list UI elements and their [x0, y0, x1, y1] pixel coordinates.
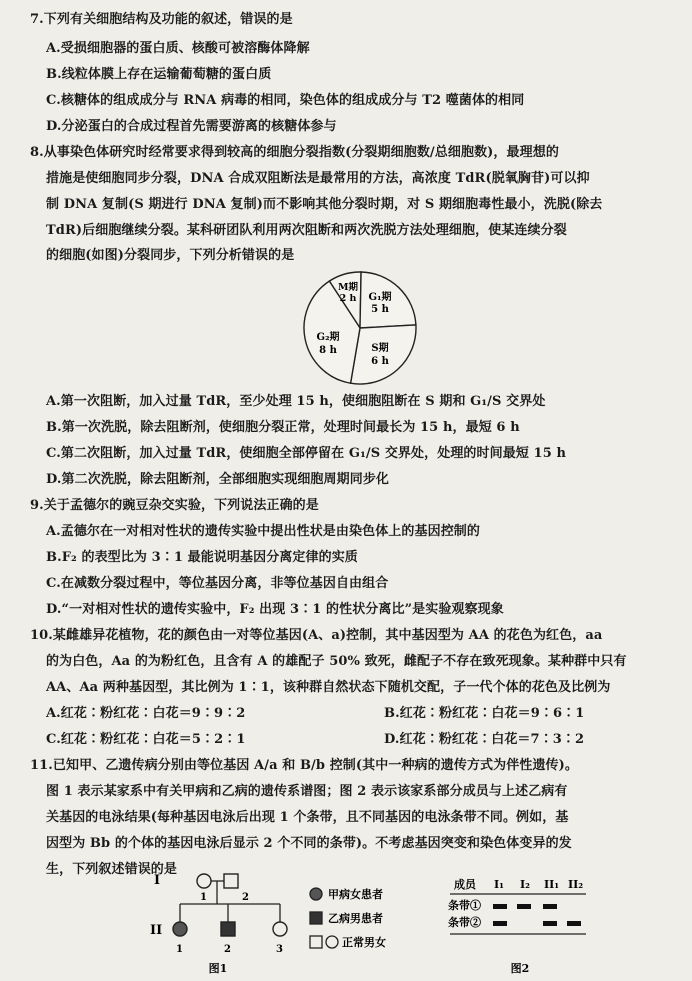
q8-option-a: A.第一次阻断，加入过量 TdR，至少处理 15 h，使细胞阻断在 S 期和 G₁/S 交界处 [46, 394, 546, 409]
legend-jia-text: 甲病女患者 [328, 888, 383, 901]
gel-header-ii1: II₁ [544, 878, 560, 891]
figure-2-caption: 图2 [510, 962, 530, 975]
q9-option-d: D.“一对相对性状的遗传实验中，F₂ 出现 3∶1 的性状分离比”是实验观察现象 [46, 602, 504, 617]
pie-label-m-name: M期 [337, 282, 359, 293]
gel-header-ii2: II₂ [568, 878, 584, 891]
i1-normal-female [197, 874, 211, 888]
question-10-stem-3: AA、Aa 两种基因型，其比例为 1∶1，该种群自然状态下随机交配，子一代个体的花色及比例为 [46, 680, 611, 695]
question-11-stem-3: 关基因的电泳结果(每种基因电泳后出现 1 个条带，且不同基因的电泳条带不同。例如，基 [46, 810, 569, 825]
question-10-stem-1: 10.某雌雄异花植物，花的颜色由一对等位基因(A、a)控制，其中基因型为 AA 的花色为红色，aa [30, 628, 603, 643]
legend-normal-male-icon [310, 936, 322, 948]
legend-normal-text: 正常男女 [342, 936, 386, 949]
i2-number: 2 [242, 892, 249, 903]
question-11-stem-1: 11.已知甲、乙遗传病分别由等位基因 A/a 和 B/b 控制(其中一种病的遗传方式为伴性遗传)。 [30, 758, 579, 773]
ii1-jia-affected-female [173, 922, 187, 936]
q7-option-c: C.核糖体的组成成分与 RNA 病毒的相同，染色体的组成成分与 T2 噬菌体的相同 [46, 93, 525, 108]
legend-yi-text: 乙病男患者 [328, 912, 383, 925]
legend-normal-female-icon [326, 936, 338, 948]
legend-jia-icon [310, 888, 322, 900]
generation-i-label: I [154, 873, 161, 888]
gel-band-2-label: 条带② [448, 916, 481, 929]
q9-option-a: A.孟德尔在一对相对性状的遗传实验中提出性状是由染色体上的基因控制的 [46, 524, 481, 539]
gel-header-member: 成员 [454, 878, 476, 891]
q10-option-c: C.红花∶粉红花∶白花＝5∶2∶1 [46, 732, 246, 747]
cell-cycle-pie [300, 268, 420, 388]
pie-label-s-time: 6 h [371, 356, 389, 367]
pie-label-g1-time: 5 h [371, 304, 389, 315]
q9-option-c: C.在减数分裂过程中，等位基因分离，非等位基因自由组合 [46, 576, 389, 591]
question-11-stem-2: 图 1 表示某家系中有关甲病和乙病的遗传系谱图；图 2 表示该家系部分成员与上述乙病有 [46, 784, 568, 799]
gel-band-1-label: 条带① [448, 899, 481, 912]
question-8-stem-2: 措施是使细胞同步分裂，DNA 合成双阻断法是最常用的方法，高浓度 TdR(脱氧胸苷)可以抑 [46, 171, 590, 186]
question-9-stem: 9.关于孟德尔的豌豆杂交实验，下列说法正确的是 [30, 498, 319, 513]
ii2-number: 2 [224, 944, 231, 955]
electrophoresis-figure-2 [440, 866, 610, 978]
question-8-stem-3: 制 DNA 复制(S 期进行 DNA 复制)而不影响其他分裂时期，对 S 期细胞毒性最小，洗脱(除去 [46, 197, 603, 212]
question-10-stem-2: 的为白色，Aa 的为粉红色，且含有 A 的雄配子 50% 致死，雌配子不存在致死现象。某种群中只有 [46, 654, 627, 669]
q8-option-d: D.第二次洗脱，除去阻断剂，全部细胞实现细胞周期同步化 [46, 472, 390, 487]
pie-sector-s [351, 325, 416, 384]
q7-option-d: D.分泌蛋白的合成过程首先需要游离的核糖体参与 [46, 119, 337, 134]
pie-label-s-name: S期 [371, 343, 389, 354]
question-8-stem-5: 的细胞(如图)分裂同步，下列分析错误的是 [46, 248, 295, 263]
i1-number: 1 [200, 892, 207, 903]
question-11-stem-4: 因型为 Bb 的个体的基因电泳后显示 2 个不同的条带)。不考虑基因突变和染色体变异的发 [46, 836, 572, 851]
q8-option-b: B.第一次洗脱，除去阻断剂，使细胞分裂正常，处理时间最长为 15 h，最短 6 h [46, 420, 520, 435]
question-7-stem: 7.下列有关细胞结构及功能的叙述，错误的是 [30, 12, 293, 27]
q8-option-c: C.第二次阻断，加入过量 TdR，使细胞全部停留在 G₁/S 交界处，处理的时间最短 15 h [46, 446, 567, 461]
gel-header-i1: I₁ [494, 878, 504, 891]
q10-option-a: A.红花∶粉红花∶白花＝9∶9∶2 [46, 706, 246, 721]
pedigree-figure-1 [140, 866, 440, 978]
gel-band-2-ii1 [543, 921, 557, 926]
pie-label-m-time: 2 h [339, 293, 357, 304]
gel-band-2-ii2 [567, 921, 581, 926]
gel-header-i2: I₂ [520, 878, 530, 891]
figure-1-caption: 图1 [208, 962, 228, 975]
q7-option-a: A.受损细胞器的蛋白质、核酸可被溶酶体降解 [46, 41, 310, 56]
gel-band-1-i1 [493, 904, 507, 909]
pie-label-g2-name: G₂期 [316, 332, 340, 343]
ii2-yi-affected-male [221, 922, 235, 936]
gel-band-1-ii1 [543, 904, 557, 909]
question-8-stem-4: TdR)后细胞继续分裂。某科研团队利用两次阻断和两次洗脱方法处理细胞，使某连续分裂 [46, 223, 567, 238]
q10-option-b: B.红花∶粉红花∶白花＝9∶6∶1 [384, 706, 585, 721]
gel-band-2-i1 [493, 921, 507, 926]
ii1-number: 1 [176, 944, 183, 955]
ii3-number: 3 [276, 944, 283, 955]
legend-yi-icon [310, 912, 322, 924]
question-11-stem-5: 生，下列叙述错误的是 [46, 862, 178, 877]
ii3-normal-female [273, 922, 287, 936]
q7-option-b: B.线粒体膜上存在运输葡萄糖的蛋白质 [46, 67, 272, 82]
i2-normal-male [224, 874, 238, 888]
generation-ii-label: II [150, 923, 163, 938]
question-8-stem-1: 8.从事染色体研究时经常要求得到较高的细胞分裂指数(分裂期细胞数/总细胞数)，最理想的 [30, 145, 559, 160]
q9-option-b: B.F₂ 的表型比为 3∶1 最能说明基因分离定律的实质 [46, 550, 358, 565]
pie-label-g2-time: 8 h [319, 345, 337, 356]
gel-band-1-i2 [517, 904, 531, 909]
pie-label-g1-name: G₁期 [368, 292, 392, 303]
q10-option-d: D.红花∶粉红花∶白花＝7∶3∶2 [384, 732, 585, 747]
